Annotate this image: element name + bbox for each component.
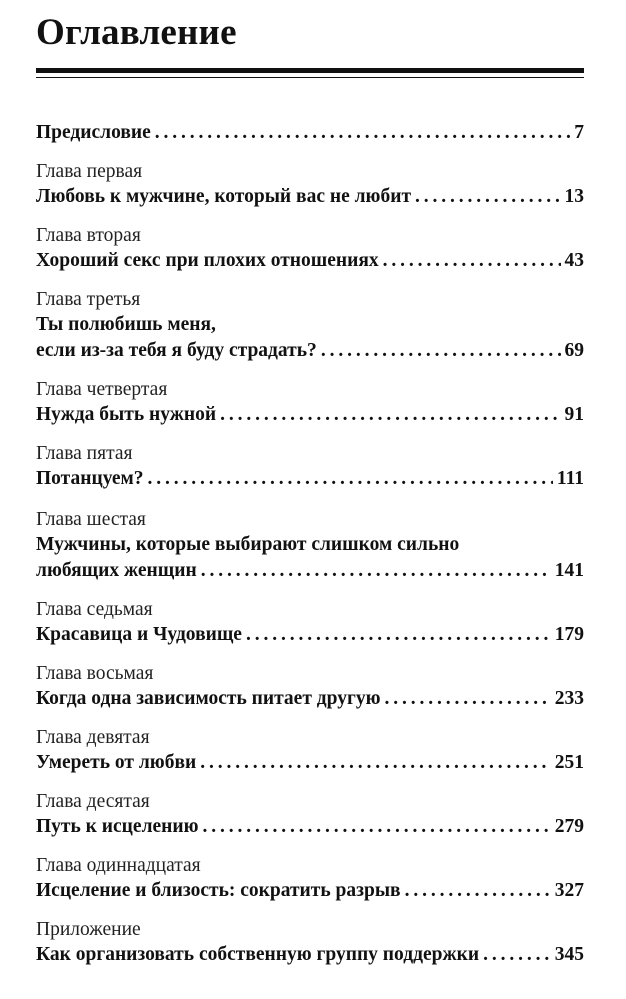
- leader-dots: [246, 622, 551, 648]
- chapter-label: Глава седьмая: [36, 599, 153, 620]
- toc-entry-chapter-11[interactable]: [36, 854, 584, 904]
- chapter-label: Глава пятая: [36, 443, 133, 464]
- leader-dots: [155, 120, 570, 146]
- toc-page-number: 43: [564, 250, 584, 271]
- leader-dots: [200, 750, 551, 776]
- toc-entry-title: Когда одна зависимость питает другую: [36, 688, 381, 709]
- leader-dots: [385, 686, 551, 712]
- toc-entry-preface[interactable]: [36, 120, 584, 146]
- toc-entry-line: [36, 814, 584, 840]
- toc-entry-chapter-7[interactable]: [36, 598, 584, 648]
- toc-page: [36, 0, 584, 999]
- chapter-label: Глава восьмая: [36, 663, 154, 684]
- toc-entry-title: если из-за тебя я буду страдать?: [36, 340, 317, 361]
- toc-page-number: 69: [564, 340, 584, 361]
- leader-dots: [483, 942, 551, 968]
- toc-entry-title: Умереть от любви: [36, 752, 197, 773]
- leader-dots: [405, 878, 551, 904]
- chapter-label: Глава первая: [36, 161, 143, 182]
- toc-entry-title: Красавица и Чудовище: [36, 624, 242, 645]
- toc-entry-title: Потанцуем?: [36, 468, 144, 489]
- toc-entry-line: [36, 942, 584, 968]
- chapter-label: Глава девятая: [36, 727, 150, 748]
- toc-entry-title-line: Мужчины, которые выбирают слишком сильно: [36, 534, 460, 555]
- chapter-label: Глава одиннадцатая: [36, 855, 201, 876]
- toc-entry-line: [36, 686, 584, 712]
- leader-dots: [415, 184, 560, 210]
- chapter-label: Глава четвертая: [36, 379, 168, 400]
- title-rule-thin: [36, 77, 584, 78]
- toc-page-number: 111: [556, 468, 584, 489]
- toc-entry-chapter-1[interactable]: [36, 160, 584, 210]
- chapter-label: Глава третья: [36, 289, 141, 310]
- page-title: Оглавление: [36, 12, 237, 53]
- toc-entry-line: [36, 750, 584, 776]
- toc-page-number: 7: [574, 122, 584, 143]
- toc-entry-title: Исцеление и близость: сократить разрыв: [36, 880, 401, 901]
- leader-dots: [220, 402, 560, 428]
- toc-entry-title: Как организовать собственную группу поддержки: [36, 944, 480, 965]
- toc-page-number: 279: [554, 816, 584, 837]
- toc-entry-line: [36, 120, 584, 146]
- toc-entry-chapter-4[interactable]: [36, 378, 584, 428]
- toc-entry-line: [36, 338, 584, 364]
- toc-entry-title: Любовь к мужчине, который вас не любит: [36, 186, 412, 207]
- toc-entry-title: Хороший секс при плохих отношениях: [36, 250, 379, 271]
- toc-entry-chapter-8[interactable]: [36, 662, 584, 712]
- toc-entry-title: Путь к исцелению: [36, 816, 199, 837]
- toc-page-number: 141: [554, 560, 584, 581]
- toc-entry-line: [36, 402, 584, 428]
- toc-entry-chapter-3[interactable]: [36, 288, 584, 364]
- toc-page-number: 233: [554, 688, 584, 709]
- toc-entry-line: [36, 184, 584, 210]
- toc-entry-line: [36, 878, 584, 904]
- toc-page-number: 327: [554, 880, 584, 901]
- leader-dots: [383, 248, 561, 274]
- toc-entry-line: [36, 248, 584, 274]
- toc-page-number: 13: [564, 186, 584, 207]
- toc-page-number: 91: [564, 404, 584, 425]
- leader-dots: [321, 338, 561, 364]
- toc-page-number: 179: [554, 624, 584, 645]
- toc-entry-appendix[interactable]: [36, 918, 584, 968]
- toc-entry-line: [36, 558, 584, 584]
- leader-dots: [203, 814, 551, 840]
- toc-entry-chapter-10[interactable]: [36, 790, 584, 840]
- toc-entry-title: любящих женщин: [36, 560, 197, 581]
- chapter-label: Приложение: [36, 919, 141, 940]
- toc-entry-title-line: Ты полюбишь меня,: [36, 314, 216, 335]
- leader-dots: [201, 558, 551, 584]
- title-rule-thick: [36, 68, 584, 73]
- toc-entry-chapter-6[interactable]: [36, 508, 584, 584]
- toc-entry-line: [36, 622, 584, 648]
- toc-page-number: 251: [554, 752, 584, 773]
- toc-entry-line: [36, 466, 584, 492]
- chapter-label: Глава вторая: [36, 225, 141, 246]
- toc-entry-title: Нужда быть нужной: [36, 404, 217, 425]
- toc-entry-chapter-5[interactable]: [36, 442, 584, 492]
- chapter-label: Глава десятая: [36, 791, 150, 812]
- toc-page-number: 345: [554, 944, 584, 965]
- toc-entry-chapter-2[interactable]: [36, 224, 584, 274]
- toc-entry-title: Предисловие: [36, 122, 151, 143]
- leader-dots: [148, 466, 553, 492]
- toc-entry-chapter-9[interactable]: [36, 726, 584, 776]
- chapter-label: Глава шестая: [36, 509, 146, 530]
